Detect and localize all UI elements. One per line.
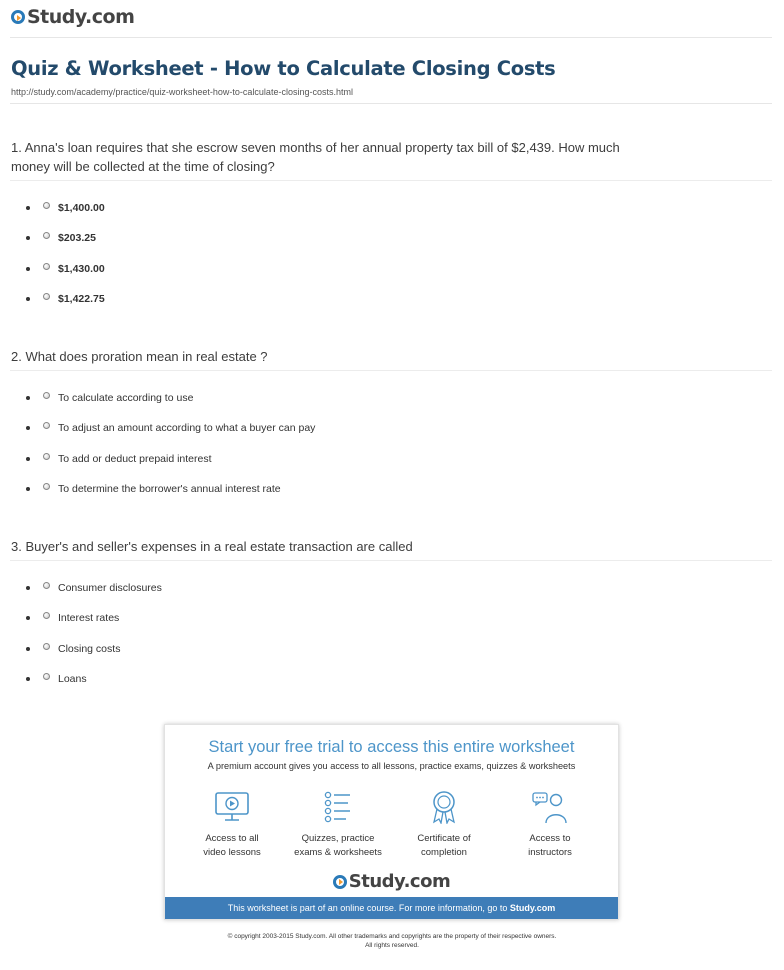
feature-instructors xyxy=(500,790,600,859)
answer-option[interactable] xyxy=(26,413,315,443)
answer-option[interactable] xyxy=(26,444,315,474)
option-label: To adjust an amount according to what a buyer can pay xyxy=(58,422,316,435)
bullet-icon xyxy=(26,396,30,400)
play-icon xyxy=(333,875,347,889)
answer-option[interactable] xyxy=(26,634,162,664)
promo-study-logo[interactable] xyxy=(165,871,618,892)
copyright-footer xyxy=(0,933,784,950)
url-divider xyxy=(10,103,772,104)
option-label: To add or deduct prepaid interest xyxy=(58,452,212,465)
bullet-icon xyxy=(26,586,30,590)
radio-icon[interactable] xyxy=(43,453,50,460)
bullet-icon xyxy=(26,677,30,681)
page-title: Quiz & Worksheet - How to Calculate Closing Costs xyxy=(11,57,556,80)
question-1-options xyxy=(26,193,105,314)
radio-icon[interactable] xyxy=(43,483,50,490)
page-url: http://study.com/academy/practice/quiz-worksheet-how-to-calculate-closing-costs.html xyxy=(11,87,353,97)
option-label: Closing costs xyxy=(58,642,121,655)
answer-option[interactable] xyxy=(26,284,105,314)
certificate-icon xyxy=(425,790,463,824)
answer-option[interactable] xyxy=(26,223,105,253)
header-divider xyxy=(10,37,772,38)
feature-label: Access to instructors xyxy=(528,833,572,858)
study-logo[interactable] xyxy=(11,6,134,28)
promo-bar-link[interactable]: Study.com xyxy=(509,903,556,913)
answer-option[interactable] xyxy=(26,664,162,694)
option-label: $1,400.00 xyxy=(58,202,105,215)
feature-label: Access to all video lessons xyxy=(203,833,261,858)
promo-headline[interactable]: Start your free trial to access this entire worksheet xyxy=(208,738,575,756)
promo-info-bar xyxy=(165,897,618,919)
option-label: $1,422.75 xyxy=(58,293,105,306)
option-label: Interest rates xyxy=(58,612,120,625)
feature-certificate xyxy=(394,790,494,859)
question-2: 2. What does proration mean in real estate ? xyxy=(11,349,268,364)
promo-logo-text: Study.com xyxy=(348,871,451,892)
bullet-icon xyxy=(26,647,30,651)
question-3: 3. Buyer's and seller's expenses in a real estate transaction are called xyxy=(11,539,413,554)
radio-icon[interactable] xyxy=(43,392,50,399)
answer-option[interactable] xyxy=(26,254,105,284)
option-label: Loans xyxy=(58,673,87,686)
question-1-divider xyxy=(10,180,772,181)
radio-icon[interactable] xyxy=(43,643,50,650)
radio-icon[interactable] xyxy=(43,202,50,209)
question-2-options xyxy=(26,383,315,504)
feature-quizzes xyxy=(288,790,388,859)
option-label: To calculate according to use xyxy=(58,392,194,405)
question-1: 1. Anna's loan requires that she escrow seven months of her annual property tax bill of $2,439. How much money will be collected at the time of closing? xyxy=(11,140,620,174)
bullet-icon xyxy=(26,616,30,620)
radio-icon[interactable] xyxy=(43,293,50,300)
quiz-list-icon xyxy=(319,790,357,824)
rights-line: All rights reserved. xyxy=(365,941,419,949)
radio-icon[interactable] xyxy=(43,582,50,589)
radio-icon[interactable] xyxy=(43,263,50,270)
answer-option[interactable] xyxy=(26,383,315,413)
answer-option[interactable] xyxy=(26,603,162,633)
bullet-icon xyxy=(26,487,30,491)
radio-icon[interactable] xyxy=(43,673,50,680)
feature-label: Certificate of completion xyxy=(417,833,471,858)
radio-icon[interactable] xyxy=(43,612,50,619)
video-lesson-icon xyxy=(213,790,251,824)
bullet-icon xyxy=(26,297,30,301)
question-2-divider xyxy=(10,370,772,371)
free-trial-promo xyxy=(164,724,619,920)
radio-icon[interactable] xyxy=(43,232,50,239)
answer-option[interactable] xyxy=(26,474,315,504)
option-label: To determine the borrower's annual interest rate xyxy=(58,483,281,496)
instructor-chat-icon xyxy=(531,790,569,824)
option-label: $203.25 xyxy=(58,232,96,245)
radio-icon[interactable] xyxy=(43,422,50,429)
feature-video-lessons xyxy=(182,790,282,859)
option-label: Consumer disclosures xyxy=(58,582,162,595)
promo-bar-text: This worksheet is part of an online course. For more information, go to xyxy=(227,903,508,913)
bullet-icon xyxy=(26,206,30,210)
copyright-line: © copyright 2003-2015 Study.com. All other trademarks and copyrights are the property of their respective owners. xyxy=(227,933,557,940)
question-3-options xyxy=(26,573,162,694)
question-3-divider xyxy=(10,560,772,561)
answer-option[interactable] xyxy=(26,193,105,223)
bullet-icon xyxy=(26,426,30,430)
option-label: $1,430.00 xyxy=(58,262,105,275)
bullet-icon xyxy=(26,267,30,271)
answer-option[interactable] xyxy=(26,573,162,603)
bullet-icon xyxy=(26,457,30,461)
logo-text: Study.com xyxy=(27,6,135,28)
promo-subheadline: A premium account gives you access to all lessons, practice exams, quizzes & worksheets xyxy=(207,761,576,771)
play-icon xyxy=(11,10,25,24)
feature-label: Quizzes, practice exams & worksheets xyxy=(294,833,382,858)
bullet-icon xyxy=(26,236,30,240)
